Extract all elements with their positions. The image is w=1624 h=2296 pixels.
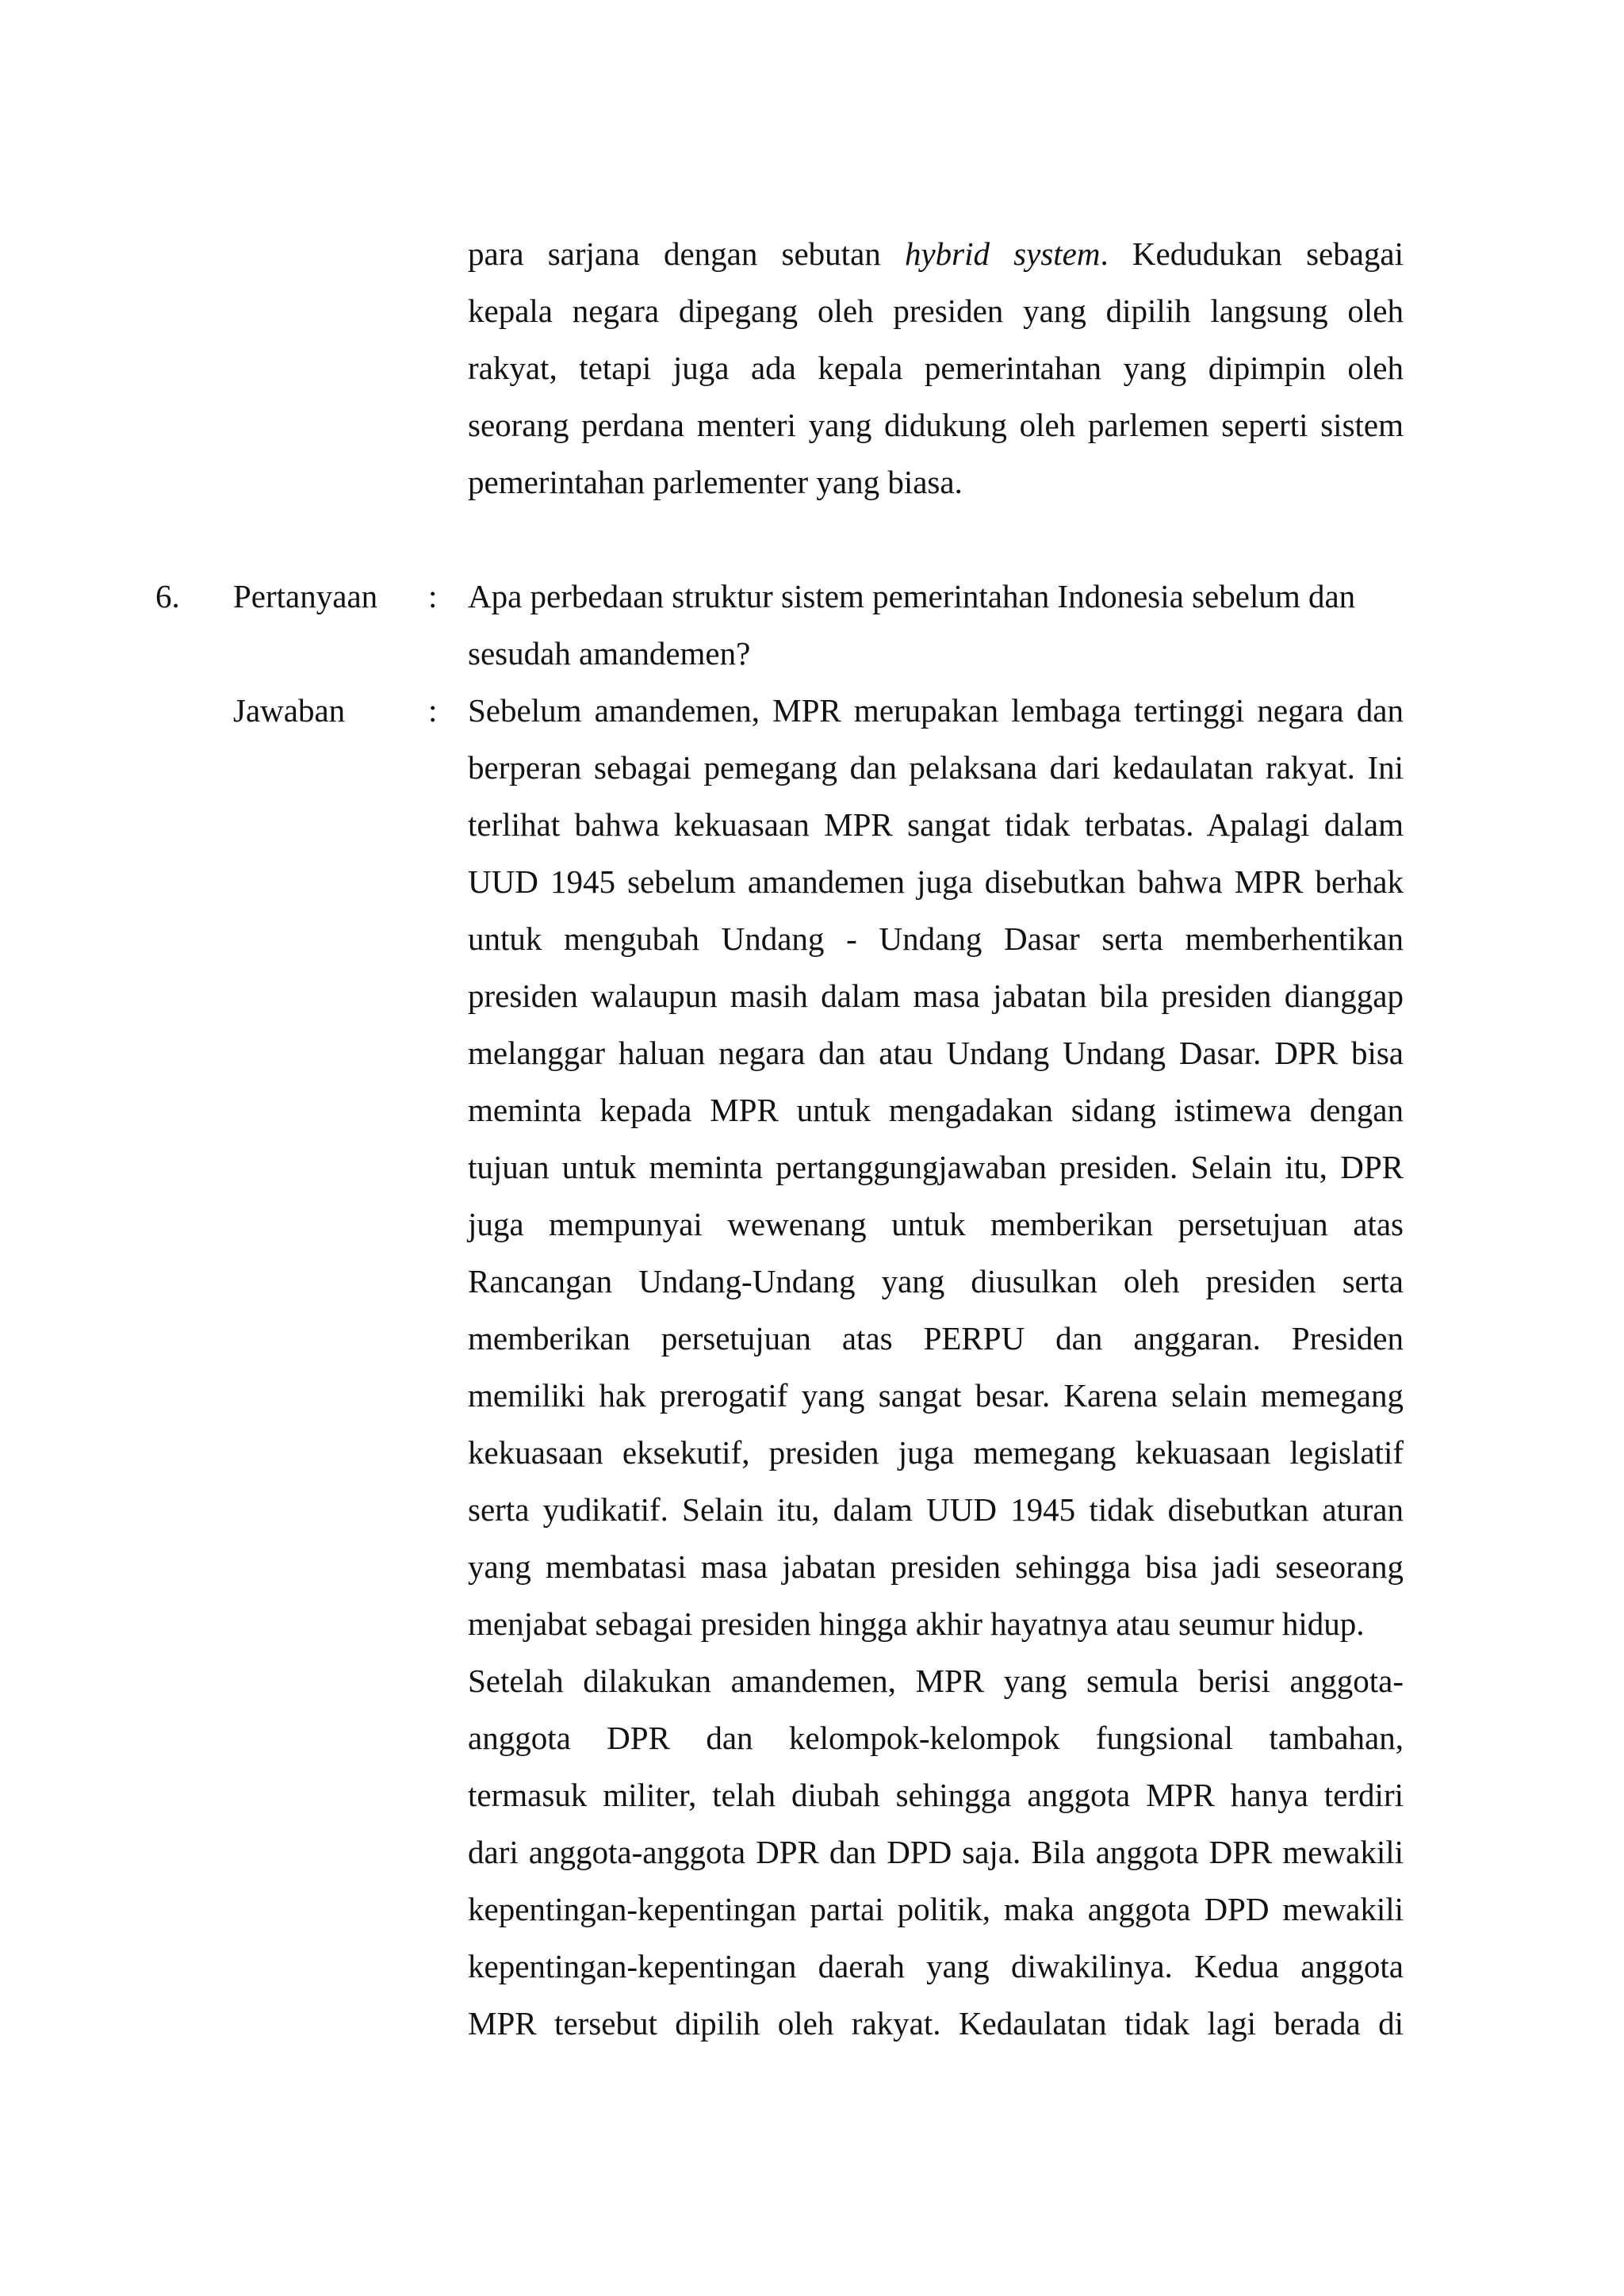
text-line: kepentingan-kepentingan daerah yang diwakilinya. Kedua anggota	[468, 1948, 1404, 1984]
item-number: 6.	[155, 578, 180, 614]
question-label: Pertanyaan	[233, 578, 378, 614]
text-line: Setelah dilakukan amandemen, MPR yang semula berisi anggota-	[468, 1663, 1404, 1699]
text-line: kekuasaan eksekutif, presiden juga memegang kekuasaan legislatif	[468, 1434, 1404, 1471]
text-line: anggota DPR dan kelompok-kelompok fungsional tambahan,	[468, 1720, 1404, 1756]
text-line: meminta kepada MPR untuk mengadakan sidang istimewa dengan	[468, 1092, 1404, 1128]
answer-label: Jawaban	[233, 692, 346, 729]
text-line: melanggar haluan negara dan atau Undang Undang Dasar. DPR bisa	[468, 1035, 1404, 1071]
text-line: memiliki hak prerogatif yang sangat besar. Karena selain memegang	[468, 1377, 1404, 1414]
text-line: MPR tersebut dipilih oleh rakyat. Kedaulatan tidak lagi berada di	[468, 2005, 1404, 2042]
question-colon: :	[428, 578, 438, 614]
question-text	[468, 568, 1404, 682]
text-line: memberikan persetujuan atas PERPU dan anggaran. Presiden	[468, 1320, 1404, 1357]
text-line: presiden walaupun masih dalam masa jabatan bila presiden dianggap	[468, 978, 1404, 1014]
text-line: pemerintahan parlementer yang biasa.	[468, 464, 963, 500]
text-line: dari anggota-anggota DPR dan DPD saja. Bila anggota DPR mewakili	[468, 1834, 1404, 1870]
text-line: tujuan untuk meminta pertanggungjawaban presiden. Selain itu, DPR	[468, 1149, 1404, 1185]
answer-colon: :	[428, 692, 438, 729]
text-line: para sarjana dengan sebutan hybrid system. Kedudukan sebagai	[468, 235, 1404, 272]
text-line: seorang perdana menteri yang didukung oleh parlemen seperti sistem	[468, 407, 1404, 443]
text-line: Sebelum amandemen, MPR merupakan lembaga tertinggi negara dan	[468, 692, 1404, 729]
text-line: rakyat, tetapi juga ada kepala pemerintahan yang dipimpin oleh	[468, 350, 1404, 386]
text-line: sesudah amandemen?	[468, 635, 751, 672]
text-line: termasuk militer, telah diubah sehingga anggota MPR hanya terdiri	[468, 1777, 1404, 1813]
text-line: terlihat bahwa kekuasaan MPR sangat tidak terbatas. Apalagi dalam	[468, 806, 1404, 843]
text-line: untuk mengubah Undang - Undang Dasar serta memberhentikan	[468, 920, 1404, 957]
text-line: serta yudikatif. Selain itu, dalam UUD 1945 tidak disebutkan aturan	[468, 1491, 1404, 1528]
text-line: kepala negara dipegang oleh presiden yang dipilih langsung oleh	[468, 293, 1404, 329]
text-line: berperan sebagai pemegang dan pelaksana dari kedaulatan rakyat. Ini	[468, 749, 1404, 786]
text-line: kepentingan-kepentingan partai politik, maka anggota DPD mewakili	[468, 1891, 1404, 1927]
text-line: menjabat sebagai presiden hingga akhir hayatnya atau seumur hidup.	[468, 1605, 1365, 1642]
text-line: UUD 1945 sebelum amandemen juga disebutkan bahwa MPR berhak	[468, 863, 1404, 900]
text-line: juga mempunyai wewenang untuk memberikan persetujuan atas	[468, 1206, 1404, 1242]
text-line: Apa perbedaan struktur sistem pemerintahan Indonesia sebelum dan	[468, 578, 1356, 614]
emphasis-text: hybrid system	[904, 235, 1101, 272]
text-line: Rancangan Undang-Undang yang diusulkan oleh presiden serta	[468, 1263, 1404, 1299]
answer-text	[468, 682, 1404, 2052]
continuation-paragraph	[468, 225, 1404, 511]
text-line: yang membatasi masa jabatan presiden sehingga bisa jadi seseorang	[468, 1548, 1404, 1585]
